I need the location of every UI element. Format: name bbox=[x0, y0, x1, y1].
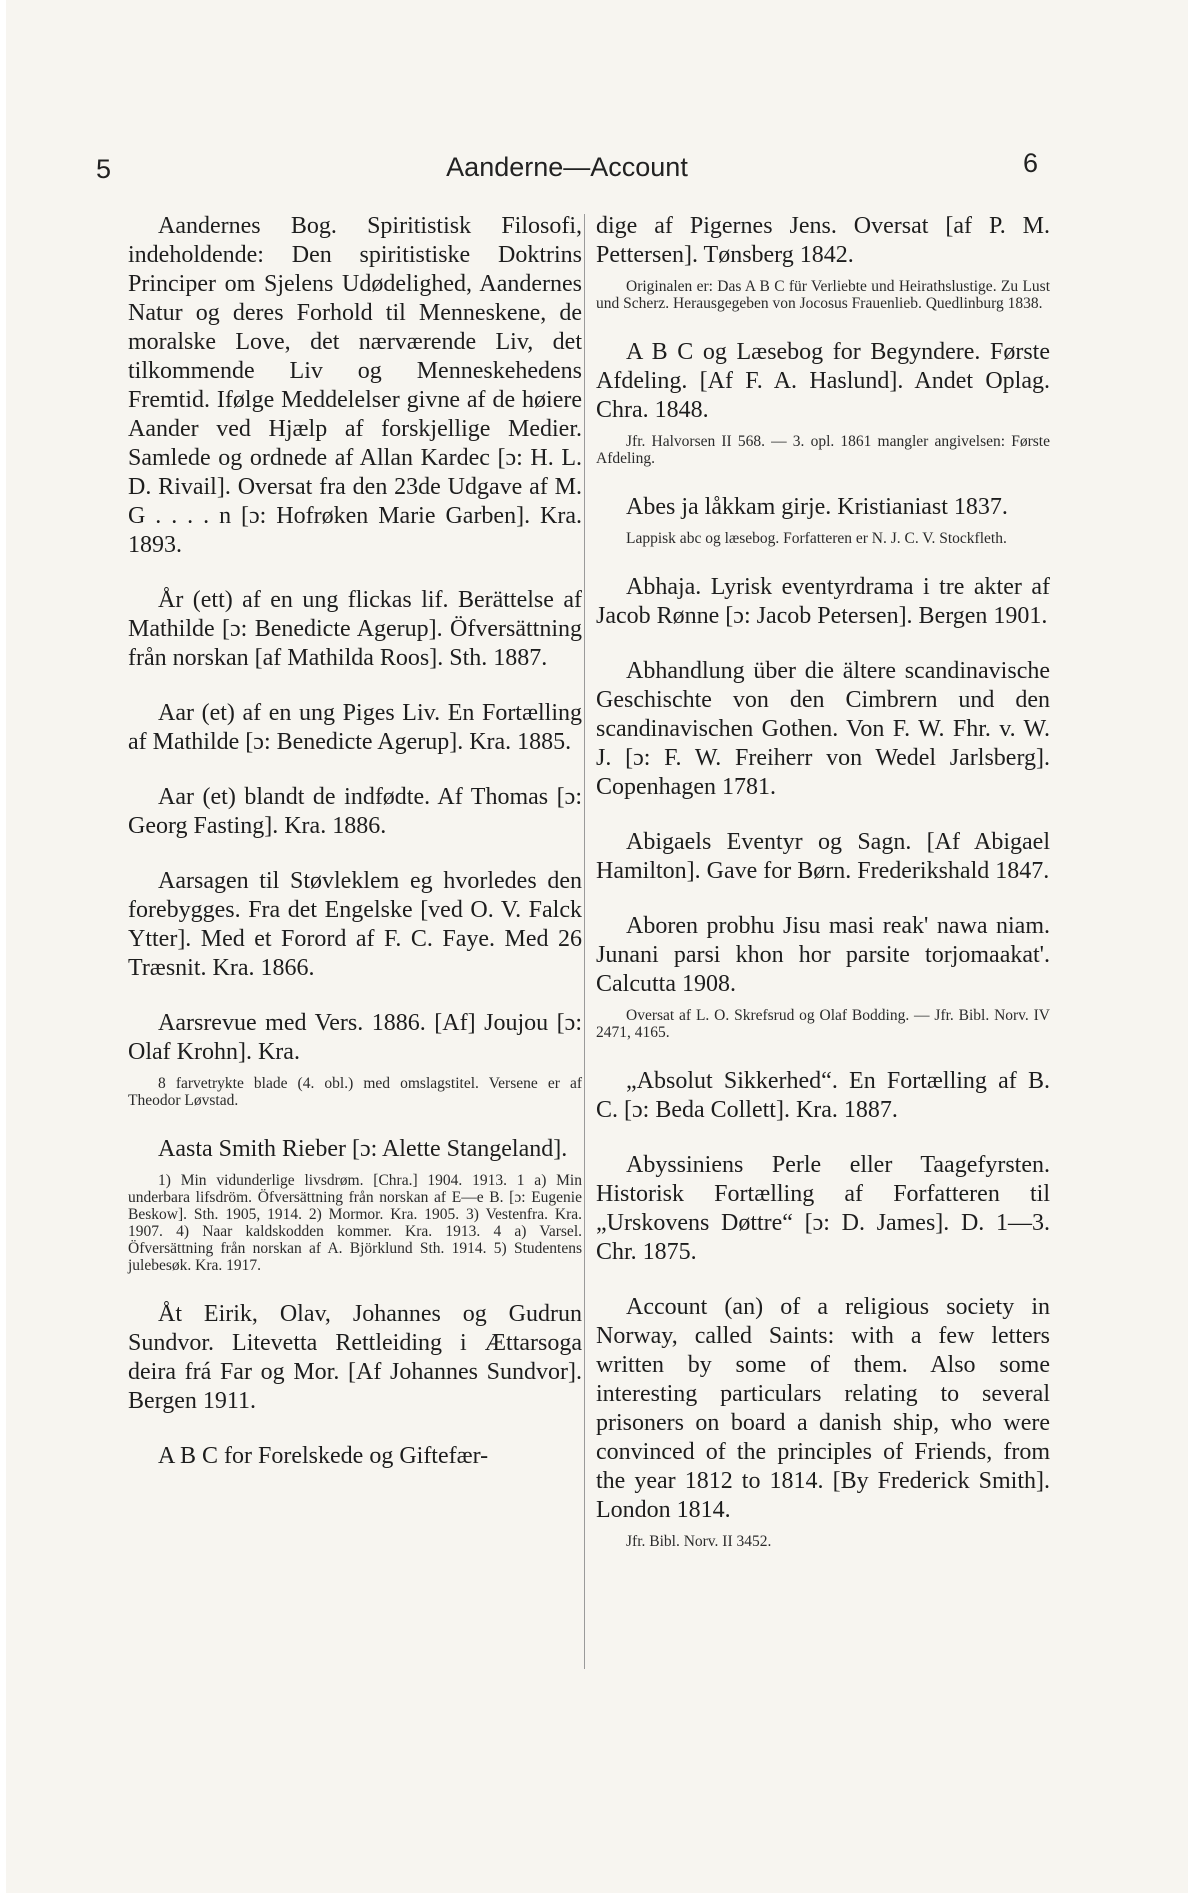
page-number-right: 6 bbox=[1022, 148, 1038, 178]
right-column bbox=[596, 212, 1050, 1576]
entry-text: Aar (et) af en ung Piges Liv. En Fortælling af Mathilde [ɔ: Benedicte Agerup]. Kra. 1885. bbox=[128, 700, 582, 755]
entry-note: 1) Min vidunderlige livsdrøm. [Chra.] 1904. 1913. 1 a) Min underbara lifsdröm. Öfversättning från norskan af E—e B. [ɔ: Eugenie Beskow]. Sth. 1905, 1914. 2) Mormor. Kra. 1905. 3) Vestenfra. Kra. 1907. 4) Naar kaldskodden kommer. Kra. 1913. 4 a) Varsel. Öfversättning från norskan af A. Björklund Sth. 1914. 5) Studentens julebesøk. Kra. 1917. bbox=[128, 1172, 582, 1274]
catalog-entry bbox=[128, 1135, 582, 1274]
catalog-entry bbox=[596, 1067, 1050, 1125]
running-title: Aanderne—Account bbox=[446, 152, 688, 182]
entry-note: 8 farvetrykte blade (4. obl.) med omslagstitel. Versene er af Theodor Løvstad. bbox=[128, 1075, 582, 1109]
catalog-entry bbox=[128, 1009, 582, 1109]
catalog-entry bbox=[128, 867, 582, 983]
catalog-entry bbox=[596, 1151, 1050, 1267]
catalog-entry bbox=[596, 493, 1050, 547]
entry-text: Aboren probhu Jisu masi reak' nawa niam. Junani parsi khon hor parsite torjomaakat'. Calcutta 1908. bbox=[596, 913, 1050, 997]
entry-note: Jfr. Bibl. Norv. II 3452. bbox=[626, 1533, 772, 1550]
entry-text: dige af Pigernes Jens. Oversat [af P. M. Pettersen]. Tønsberg 1842. bbox=[596, 213, 1050, 268]
entry-text: Aar (et) blandt de indfødte. Af Thomas [ɔ: Georg Fasting]. Kra. 1886. bbox=[128, 784, 582, 839]
entry-text: Abhaja. Lyrisk eventyrdrama i tre akter af Jacob Rønne [ɔ: Jacob Petersen]. Bergen 1901. bbox=[596, 574, 1050, 629]
entry-text: Account (an) of a religious society in Norway, called Saints: with a few letters written by some of them. Also some interesting particulars relating to several prisoners on board a danish ship, who were convinced of the principles of Friends, from the year 1812 to 1814. [By Frederick Smith]. London 1814. bbox=[596, 1294, 1050, 1523]
catalog-entry bbox=[128, 1300, 582, 1416]
entry-text: Abyssiniens Perle eller Taagefyrsten. Historisk Fortælling af Forfatteren til „Urskovens Døttre“ [ɔ: D. James]. D. 1—3. Chr. 1875. bbox=[596, 1152, 1050, 1265]
left-column bbox=[128, 212, 582, 1497]
entry-note: Oversat af L. O. Skrefsrud og Olaf Bodding. — Jfr. Bibl. Norv. IV 2471, 4165. bbox=[596, 1007, 1050, 1041]
catalog-entry bbox=[596, 212, 1050, 312]
catalog-entry bbox=[128, 1442, 582, 1471]
entry-text: „Absolut Sikkerhed“. En Fortælling af B. C. [ɔ: Beda Collett]. Kra. 1887. bbox=[596, 1068, 1050, 1123]
catalog-entry bbox=[128, 699, 582, 757]
catalog-entry bbox=[596, 573, 1050, 631]
catalog-entry bbox=[596, 657, 1050, 802]
catalog-entry bbox=[596, 1293, 1050, 1550]
entry-text: Abhandlung über die ältere scandinavische Geschischte von den Cimbrern und den scandinavischen Gothen. Von F. W. Fhr. v. W. J. [ɔ: F. W. Freiherr von Wedel Jarlsberg]. Copenhagen 1781. bbox=[596, 658, 1050, 800]
entry-text: Abigaels Eventyr og Sagn. [Af Abigael Hamilton]. Gave for Børn. Frederikshald 1847. bbox=[596, 829, 1050, 884]
catalog-entry bbox=[128, 586, 582, 673]
catalog-entry bbox=[596, 338, 1050, 467]
entry-text: A B C for Forelskede og Giftefær- bbox=[158, 1443, 489, 1469]
page-number-left: 5 bbox=[96, 154, 112, 184]
entry-note: Jfr. Halvorsen II 568. — 3. opl. 1861 mangler angivelsen: Første Afdeling. bbox=[596, 433, 1050, 467]
entry-note: Originalen er: Das A B C für Verliebte und Heirathslustige. Zu Lust und Scherz. Herausgegeben von Jocosus Frauenlieb. Quedlinburg 1838. bbox=[596, 278, 1050, 312]
catalog-entry bbox=[128, 783, 582, 841]
page-edge bbox=[0, 0, 6, 1893]
entry-note: Lappisk abc og læsebog. Forfatteren er N. J. C. V. Stockfleth. bbox=[626, 530, 1007, 547]
entry-text: Aandernes Bog. Spiritistisk Filosofi, indeholdende: Den spiritistiske Doktrins Principer om Sjelens Udødelighed, Aandernes Natur og deres Forhold til Menneskene, de moralske Love, det nærværende Liv, det tilkommende Liv og Menneskehedens Fremtid. Ifølge Meddelelser givne af de høiere Aander ved Hjælp af forskjellige Medier. Samlede og ordnede af Allan Kardec [ɔ: H. L. D. Rivail]. Oversat fra den 23de Udgave af M. G . . . . n [ɔ: Hofrøken Marie Garben]. Kra. 1893. bbox=[128, 213, 582, 558]
entry-text: Aasta Smith Rieber [ɔ: Alette Stangeland]. bbox=[158, 1136, 568, 1162]
entry-text: Åt Eirik, Olav, Johannes og Gudrun Sundvor. Litevetta Rettleiding i Ættarsoga deira frá Far og Mor. [Af Johannes Sundvor]. Bergen 1911. bbox=[128, 1301, 582, 1414]
catalog-entry bbox=[596, 912, 1050, 1041]
catalog-entry bbox=[596, 828, 1050, 886]
catalog-entry bbox=[128, 212, 582, 560]
entry-text: Abes ja låkkam girje. Kristianiast 1837. bbox=[626, 494, 1008, 520]
entry-text: Aarsrevue med Vers. 1886. [Af] Joujou [ɔ: Olaf Krohn]. Kra. bbox=[128, 1010, 582, 1065]
entry-text: År (ett) af en ung flickas lif. Berättelse af Mathilde [ɔ: Benedicte Agerup]. Öfversättning från norskan [af Mathilda Roos]. Sth. 1887. bbox=[128, 587, 582, 671]
entry-text: A B C og Læsebog for Begyndere. Første Afdeling. [Af F. A. Haslund]. Andet Oplag. Chra. 1848. bbox=[596, 339, 1050, 423]
entry-text: Aarsagen til Støvleklem eg hvorledes den forebygges. Fra det Engelske [ved O. V. Falck Ytter]. Med et Forord af F. C. Faye. Med 26 Træsnit. Kra. 1866. bbox=[128, 868, 582, 981]
column-divider bbox=[584, 214, 585, 1669]
page-header bbox=[96, 148, 1038, 188]
